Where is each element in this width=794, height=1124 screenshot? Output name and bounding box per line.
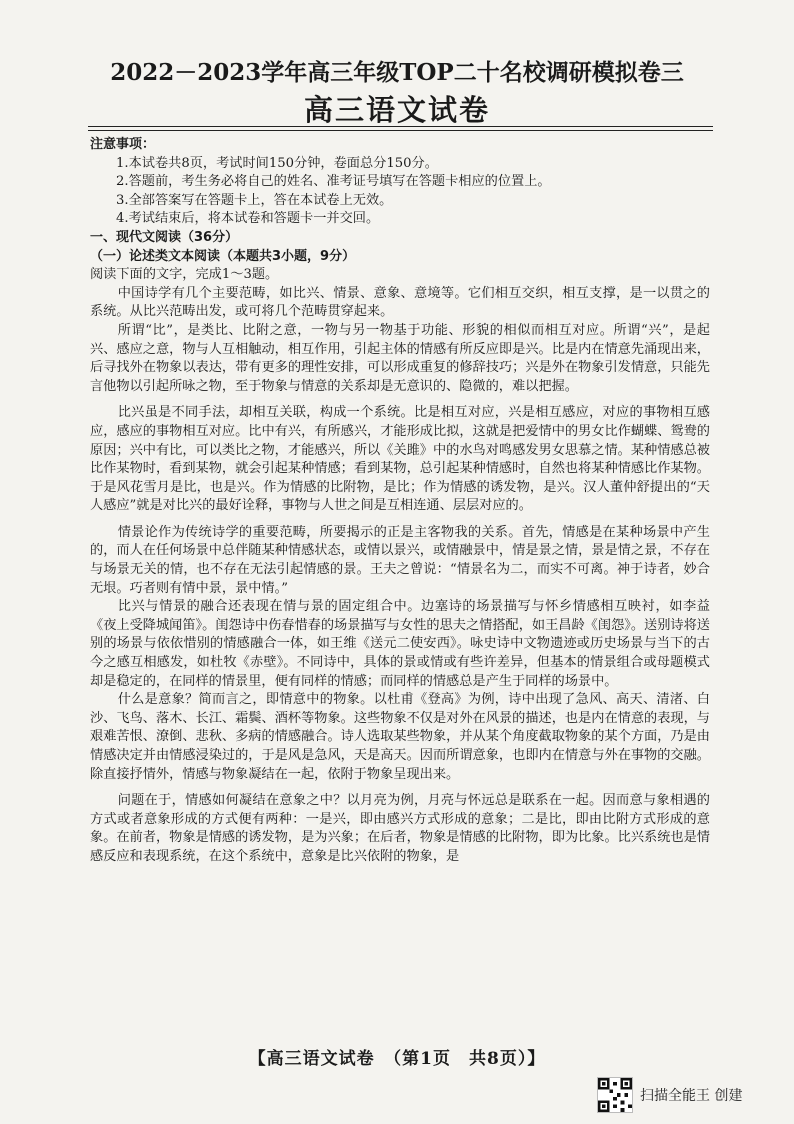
title-rule-thin — [88, 130, 713, 131]
scanner-watermark: 扫描全能王 创建 — [640, 1088, 743, 1104]
reading-instruction: 阅读下面的文字，完成1～3题。 — [90, 267, 279, 283]
page-footer: 【高三语文试卷 （第1页 共8页）】 — [248, 1049, 546, 1069]
notice-item-2: 2.答题前，考生务必将自己的姓名、准考证号填写在答题卡相应的位置上。 — [116, 174, 551, 190]
notice-item-4: 4.考试结束后，将本试卷和答题卡一并交回。 — [116, 211, 380, 227]
passage-paragraph: 所谓“比”，是类比、比附之意，一物与另一物基于功能、形貌的相似而相互对应。所谓“兴”，是起兴、感应之意，物与人互相触动，相互作用，引起主体的情感有所反应即是兴。比是内在情意先涌现出来，后寻找外在物象以表达，带有更多的理性安排，可以形成重复的修辞技巧；兴是外在物象引发情意，只能先言他物以引起所咏之物，至于物象与情意的关系却是无意识的、隐微的，难以把握。 — [90, 322, 710, 394]
passage-paragraph: 比兴与情景的融合还表现在情与景的固定组合中。边塞诗的场景描写与怀乡情感相互映衬，如李益《夜上受降城闻笛》。闺怨诗中伤春惜春的场景描写与女性的思夫之情搭配，如王昌龄《闺怨》。送别诗将送别的场景与依依惜别的情感融合一体，如王维《送元二使安西》。咏史诗中文物遗迹或历史场景与当下的古今之感互相感发，如杜牧《赤壁》。不同诗中，具体的景或情或有些许差异，但基本的情景组合或母题模式却是稳定的，在同样的情景里，便有同样的情感；而同样的情感总是产生于同样的场景中。 — [90, 599, 710, 689]
qr-code-icon — [597, 1077, 633, 1113]
passage-paragraph: 情景论作为传统诗学的重要范畴，所要揭示的正是主客物我的关系。首先，情感是在某种场景中产生的，而人在任何场景中总伴随某种情感状态，或情以景兴，或情融景中，情是景之情，景是情之景，不存在与场景无关的情，也不存在无法引起情感的景。王夫之曾说：“情景名为二，而实不可离。神于诗者，妙合无垠。巧者则有情中景，景中情。” — [90, 524, 710, 596]
notice-item-1: 1.本试卷共8页，考试时间150分钟，卷面总分150分。 — [116, 155, 438, 171]
notice-heading: 注意事项： — [90, 137, 156, 152]
passage-paragraph: 比兴虽是不同手法，却相互关联，构成一个系统。比是相互对应，兴是相互感应，对应的事物相互感应，感应的事物相互对应。比中有兴，有所感兴，才能形成比拟，这就是把爱情中的男女比作蝴蝶、鸳鸯的原因；兴中有比，可以类比之物，才能感兴，所以《关雎》中的水鸟对鸣感发男女思慕之情。某种情感总被比作某物时，看到某物，就会引起某种情感；看到某物，总引起某种情感时，自然也将某种情感比作某物。于是风花雪月是比，也是兴。作为情感的比附物，是比；作为情感的诱发物，是兴。汉人董仲舒提出的“天人感应”就是对比兴的最好诠释，事物与人世之间是互相连通、层层对应的。 — [90, 405, 710, 514]
exam-title: 2022－2023学年高三年级TOP二十名校调研模拟卷三 — [110, 59, 684, 86]
notice-item-3: 3.全部答案写在答题卡上，答在本试卷上无效。 — [116, 192, 393, 208]
subject-title: 高三语文试卷 — [303, 93, 490, 127]
section-heading-part1: 一、现代文阅读（36分） — [90, 229, 239, 245]
passage-paragraph: 中国诗学有几个主要范畴，如比兴、情景、意象、意境等。它们相互交织，相互支撑，是一以贯之的系统。从比兴范畴出发，或可将几个范畴贯穿起来。 — [90, 285, 710, 320]
section-heading-sub1: （一）论述类文本阅读（本题共3小题，9分） — [90, 248, 356, 264]
exam-body — [90, 136, 710, 867]
title-rule — [88, 126, 713, 127]
passage-paragraph: 问题在于，情感如何凝结在意象之中？以月亮为例，月亮与怀远总是联系在一起。因而意与象相遇的方式或者意象形成的方式便有两种：一是兴，即由感兴方式形成的意象；二是比，即由比附方式形成的意象。在前者，物象是情感的诱发物，是为兴象；在后者，物象是情感的比附物，即为比象。比兴系统也是情感反应和表现系统，在这个系统中，意象是比兴依附的物象，是 — [90, 793, 710, 864]
passage-paragraph: 什么是意象？简而言之，即情意中的物象。以杜甫《登高》为例，诗中出现了急风、高天、清渚、白沙、飞鸟、落木、长江、霜鬓、酒杯等物象。这些物象不仅是对外在风景的描述，也是内在情意的表现，与艰难苦恨、潦倒、悲秋、多病的情感融合。诗人选取某些物象，并从某个角度截取物象的某个方面，乃是由情感决定并由情感浸染过的，于是风是急风，天是高天。因而所谓意象，也即内在情意与外在事物的交融。除直接抒情外，情感与物象凝结在一起，依附于物象呈现出来。 — [90, 692, 710, 782]
